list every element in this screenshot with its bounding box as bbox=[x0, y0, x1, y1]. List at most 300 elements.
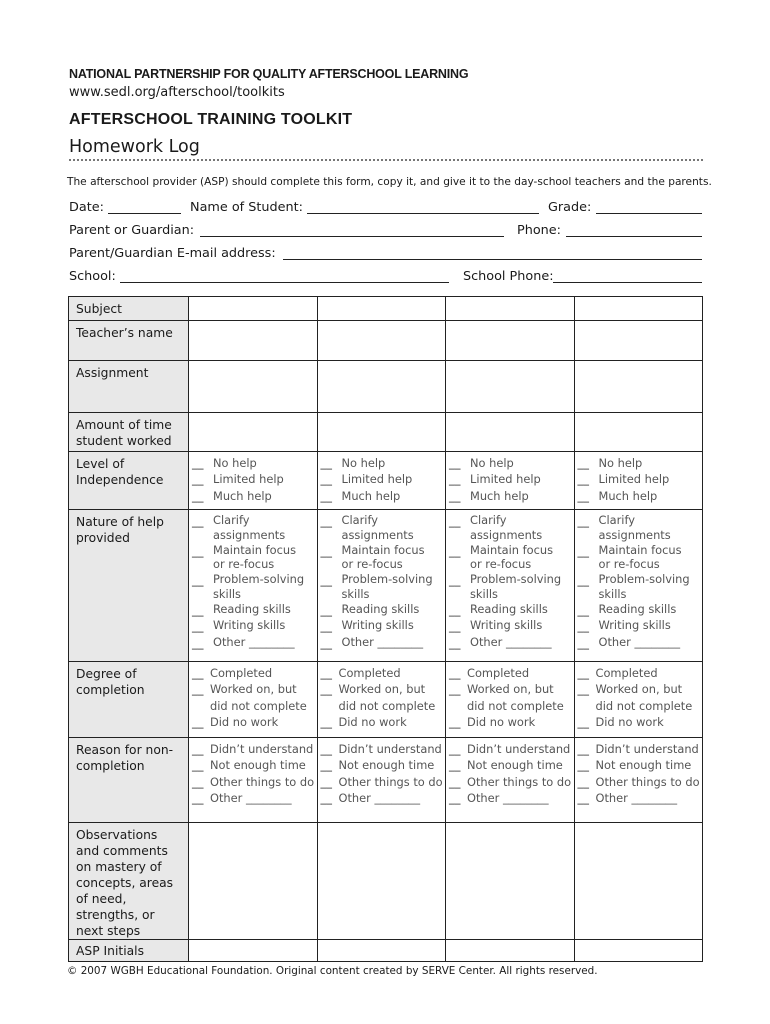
independence-options bbox=[446, 452, 575, 510]
option-label-line: Problem-solving bbox=[341, 572, 433, 587]
checkbox-blank[interactable]: __ bbox=[577, 715, 589, 730]
option-label bbox=[342, 618, 414, 634]
checkbox-blank[interactable]: __ bbox=[192, 682, 204, 697]
checkbox-blank[interactable]: __ bbox=[449, 758, 461, 773]
option-label: Didn’t understand bbox=[595, 742, 699, 756]
option-label-line: did not complete bbox=[210, 698, 307, 713]
option-label-line: Reading skills bbox=[213, 601, 291, 616]
checkbox-blank[interactable]: __ bbox=[192, 456, 204, 470]
option-label: Limited help bbox=[470, 472, 541, 487]
option-label bbox=[599, 602, 677, 618]
checkbox-blank[interactable]: __ bbox=[449, 543, 461, 558]
option-label-line: Other ________ bbox=[598, 634, 681, 649]
completion-options bbox=[574, 662, 703, 738]
student-name-label: Name of Student: bbox=[190, 200, 303, 215]
checkbox-blank[interactable]: __ bbox=[320, 573, 332, 588]
option-label: No help bbox=[598, 456, 643, 470]
checkbox-blank[interactable]: __ bbox=[192, 543, 204, 558]
option-label-line: Reading skills bbox=[598, 601, 677, 616]
option-label-line: Worked on, but bbox=[338, 682, 426, 697]
checkbox-option[interactable] bbox=[578, 681, 703, 714]
initials-cell[interactable] bbox=[446, 940, 575, 962]
checkbox-blank[interactable]: __ bbox=[449, 488, 461, 503]
checkbox-blank[interactable]: __ bbox=[192, 472, 204, 487]
checkbox-option[interactable] bbox=[321, 665, 446, 681]
checkbox-option[interactable] bbox=[321, 455, 446, 471]
reason-options bbox=[446, 738, 575, 823]
checkbox-option[interactable] bbox=[321, 714, 446, 730]
checkbox-blank[interactable]: __ bbox=[320, 791, 332, 806]
checkbox-blank[interactable]: __ bbox=[320, 602, 332, 617]
checkbox-option[interactable] bbox=[578, 513, 703, 543]
option-label bbox=[596, 714, 664, 730]
option-label: Much help bbox=[341, 488, 401, 503]
nature-options bbox=[574, 510, 703, 662]
checkbox-option[interactable] bbox=[192, 774, 317, 790]
subject-row bbox=[69, 297, 703, 321]
reason-row bbox=[69, 738, 703, 823]
nature-options bbox=[317, 510, 446, 662]
option-label: No help bbox=[341, 456, 386, 470]
homework-log-table bbox=[68, 296, 703, 962]
option-label-line: Writing skills bbox=[213, 618, 286, 633]
option-label-line: Maintain focus bbox=[341, 542, 425, 557]
option-label bbox=[342, 635, 424, 651]
checkbox-blank[interactable]: __ bbox=[449, 619, 461, 634]
nature-label: Nature of help provided bbox=[69, 510, 189, 662]
checkbox-option[interactable] bbox=[192, 543, 317, 573]
initials-cell[interactable] bbox=[574, 940, 703, 962]
option-label-line: Maintain focus bbox=[470, 542, 554, 557]
option-label-line: Writing skills bbox=[470, 618, 543, 633]
checkbox-option[interactable] bbox=[321, 572, 446, 602]
option-label-line: Completed bbox=[595, 666, 658, 680]
checkbox-option[interactable] bbox=[578, 488, 703, 504]
time-label: Amount of time student worked bbox=[69, 413, 189, 452]
checkbox-option[interactable] bbox=[192, 665, 317, 681]
checkbox-blank[interactable]: __ bbox=[320, 488, 332, 503]
checkbox-blank[interactable]: __ bbox=[192, 602, 204, 617]
option-label bbox=[596, 681, 693, 714]
checkbox-blank[interactable]: __ bbox=[577, 682, 589, 697]
checkbox-option[interactable] bbox=[578, 471, 703, 487]
time-cell[interactable] bbox=[317, 413, 446, 452]
student-name-field[interactable] bbox=[307, 213, 539, 214]
checkbox-blank[interactable]: __ bbox=[192, 514, 204, 528]
checkbox-blank[interactable]: __ bbox=[577, 758, 589, 773]
checkbox-option[interactable] bbox=[449, 618, 574, 634]
checkbox-option[interactable] bbox=[192, 488, 317, 504]
option-label-line: Problem-solving bbox=[598, 572, 690, 587]
checkbox-blank[interactable]: __ bbox=[192, 791, 204, 806]
checkbox-blank[interactable]: __ bbox=[192, 573, 204, 588]
option-label-line: Writing skills bbox=[598, 618, 671, 633]
option-label: Other ________ bbox=[338, 791, 421, 806]
initials-cell[interactable] bbox=[189, 940, 318, 962]
assignment-cell[interactable] bbox=[317, 361, 446, 413]
option-label bbox=[599, 513, 671, 543]
date-field[interactable] bbox=[108, 213, 181, 214]
observations-row bbox=[69, 823, 703, 940]
time-cell[interactable] bbox=[446, 413, 575, 452]
phone-label: Phone: bbox=[517, 223, 561, 238]
option-label-line: Maintain focus bbox=[213, 542, 297, 557]
checkbox-option[interactable] bbox=[578, 714, 703, 730]
subject-cell[interactable] bbox=[574, 297, 703, 321]
checkbox-blank[interactable]: __ bbox=[320, 619, 332, 634]
checkbox-option[interactable] bbox=[321, 488, 446, 504]
option-label: Much help bbox=[470, 488, 529, 503]
option-label bbox=[213, 635, 295, 651]
checkbox-option[interactable] bbox=[578, 618, 703, 634]
teacher-cell[interactable] bbox=[574, 321, 703, 361]
option-label-line: skills bbox=[341, 586, 370, 601]
completion-options bbox=[189, 662, 318, 738]
toolkit-title: AFTERSCHOOL TRAINING TOOLKIT bbox=[69, 111, 353, 128]
toolkit-url: www.sedl.org/afterschool/toolkits bbox=[69, 85, 285, 100]
assignment-row bbox=[69, 361, 703, 413]
checkbox-blank[interactable]: __ bbox=[449, 514, 461, 528]
option-label: Much help bbox=[213, 488, 272, 503]
option-label-line: assignments bbox=[470, 527, 543, 542]
option-label-line: Completed bbox=[338, 666, 401, 680]
option-label bbox=[599, 572, 690, 602]
checkbox-blank[interactable]: __ bbox=[577, 666, 589, 680]
checkbox-blank[interactable]: __ bbox=[320, 715, 332, 730]
checkbox-option[interactable] bbox=[449, 635, 574, 651]
option-label bbox=[599, 618, 671, 634]
time-cell[interactable] bbox=[189, 413, 318, 452]
grade-label: Grade: bbox=[548, 200, 592, 215]
option-label-line: Reading skills bbox=[470, 601, 548, 616]
checkbox-blank[interactable]: __ bbox=[449, 456, 461, 470]
option-label bbox=[213, 513, 285, 543]
option-label-line: Writing skills bbox=[341, 618, 414, 633]
checkbox-option[interactable] bbox=[192, 618, 317, 634]
checkbox-option[interactable] bbox=[449, 714, 574, 730]
option-label-line: Problem-solving bbox=[213, 572, 305, 587]
option-label-line: Completed bbox=[467, 666, 530, 680]
independence-options bbox=[189, 452, 318, 510]
checkbox-blank[interactable]: __ bbox=[577, 573, 589, 588]
option-label bbox=[467, 714, 535, 730]
checkbox-blank[interactable]: __ bbox=[320, 472, 332, 487]
checkbox-option[interactable] bbox=[578, 757, 703, 773]
checkbox-option[interactable] bbox=[321, 790, 446, 806]
option-label-line: skills bbox=[470, 586, 498, 601]
nature-options bbox=[446, 510, 575, 662]
option-label bbox=[599, 543, 682, 573]
checkbox-option[interactable] bbox=[321, 618, 446, 634]
initials-cell[interactable] bbox=[317, 940, 446, 962]
dotted-divider bbox=[69, 159, 703, 161]
option-label-line: did not complete bbox=[467, 698, 564, 713]
checkbox-blank[interactable]: __ bbox=[449, 774, 461, 789]
option-label: Didn’t understand bbox=[210, 742, 314, 756]
independence-label: Level of Independence bbox=[69, 452, 189, 510]
option-label-line: Did no work bbox=[595, 715, 664, 730]
option-label bbox=[470, 618, 542, 634]
time-cell[interactable] bbox=[574, 413, 703, 452]
checkbox-blank[interactable]: __ bbox=[577, 619, 589, 634]
checkbox-option[interactable] bbox=[321, 543, 446, 573]
option-label bbox=[339, 665, 401, 681]
option-label bbox=[470, 602, 548, 618]
option-label bbox=[470, 572, 561, 602]
initials-label: ASP Initials bbox=[69, 940, 189, 962]
assignment-cell[interactable] bbox=[446, 361, 575, 413]
checkbox-option[interactable] bbox=[321, 602, 446, 618]
option-label-line: Clarify bbox=[470, 513, 507, 527]
option-label: Other things to do bbox=[595, 774, 700, 789]
checkbox-blank[interactable]: __ bbox=[577, 774, 589, 789]
observations-cell[interactable] bbox=[574, 823, 703, 940]
option-label-line: Did no work bbox=[338, 715, 407, 730]
checkbox-blank[interactable]: __ bbox=[449, 666, 461, 680]
checkbox-option[interactable] bbox=[449, 790, 574, 806]
option-label-line: Other ________ bbox=[213, 634, 295, 649]
checkbox-option[interactable] bbox=[192, 635, 317, 651]
checkbox-option[interactable] bbox=[192, 741, 317, 757]
checkbox-blank[interactable]: __ bbox=[577, 514, 589, 528]
option-label: Didn’t understand bbox=[338, 742, 442, 756]
checkbox-option[interactable] bbox=[192, 471, 317, 487]
option-label-line: Clarify bbox=[341, 513, 378, 527]
checkbox-blank[interactable]: __ bbox=[449, 682, 461, 697]
checkbox-blank[interactable]: __ bbox=[320, 456, 332, 470]
checkbox-option[interactable] bbox=[192, 602, 317, 618]
teacher-cell[interactable] bbox=[446, 321, 575, 361]
checkbox-option[interactable] bbox=[578, 790, 703, 806]
checkbox-blank[interactable]: __ bbox=[449, 472, 461, 487]
checkbox-blank[interactable]: __ bbox=[192, 666, 204, 680]
reason-options bbox=[574, 738, 703, 823]
option-label bbox=[213, 602, 291, 618]
option-label-line: skills bbox=[213, 586, 241, 601]
option-label-line: or re-focus bbox=[213, 557, 275, 572]
organization-name: NATIONAL PARTNERSHIP FOR QUALITY AFTERSCHOOL LEARNING bbox=[69, 67, 469, 81]
nature-row bbox=[69, 510, 703, 662]
option-label: Other ________ bbox=[467, 791, 549, 806]
checkbox-option[interactable] bbox=[192, 714, 317, 730]
checkbox-blank[interactable]: __ bbox=[577, 472, 589, 487]
teacher-cell[interactable] bbox=[317, 321, 446, 361]
checkbox-blank[interactable]: __ bbox=[449, 602, 461, 617]
teacher-row bbox=[69, 321, 703, 361]
page-title: Homework Log bbox=[69, 137, 200, 157]
checkbox-option[interactable] bbox=[192, 681, 317, 714]
checkbox-blank[interactable]: __ bbox=[577, 543, 589, 558]
option-label bbox=[470, 543, 553, 573]
checkbox-blank[interactable]: __ bbox=[449, 791, 461, 806]
assignment-cell[interactable] bbox=[574, 361, 703, 413]
option-label: Not enough time bbox=[467, 758, 563, 773]
checkbox-blank[interactable]: __ bbox=[192, 635, 204, 650]
option-label bbox=[210, 714, 278, 730]
assignment-cell[interactable] bbox=[189, 361, 318, 413]
checkbox-option[interactable] bbox=[192, 572, 317, 602]
option-label-line: Clarify bbox=[598, 513, 635, 527]
checkbox-option[interactable] bbox=[321, 741, 446, 757]
checkbox-option[interactable] bbox=[449, 488, 574, 504]
intro-text: The afterschool provider (ASP) should complete this form, copy it, and give it to the day-school teachers and the parents. bbox=[67, 176, 712, 188]
option-label: Not enough time bbox=[338, 758, 435, 773]
checkbox-blank[interactable]: __ bbox=[577, 456, 589, 470]
checkbox-option[interactable] bbox=[449, 471, 574, 487]
completion-options bbox=[317, 662, 446, 738]
assignment-label: Assignment bbox=[69, 361, 189, 413]
subject-cell[interactable] bbox=[317, 297, 446, 321]
checkbox-option[interactable] bbox=[192, 513, 317, 543]
observations-label: Observations and comments on mastery of concepts, areas of need, strengths, or next steps bbox=[69, 823, 189, 940]
checkbox-option[interactable] bbox=[578, 635, 703, 651]
option-label-line: Problem-solving bbox=[470, 572, 562, 587]
checkbox-option[interactable] bbox=[449, 572, 574, 602]
option-label: No help bbox=[213, 456, 257, 470]
option-label-line: Worked on, but bbox=[595, 682, 683, 697]
checkbox-blank[interactable]: __ bbox=[577, 791, 589, 806]
reason-label: Reason for non-completion bbox=[69, 738, 189, 823]
checkbox-blank[interactable]: __ bbox=[449, 573, 461, 588]
teacher-cell[interactable] bbox=[189, 321, 318, 361]
observations-cell[interactable] bbox=[189, 823, 318, 940]
independence-row bbox=[69, 452, 703, 510]
school-field[interactable] bbox=[120, 282, 449, 283]
checkbox-option[interactable] bbox=[321, 774, 446, 790]
checkbox-blank[interactable]: __ bbox=[577, 742, 589, 756]
grade-field[interactable] bbox=[596, 213, 702, 214]
initials-row bbox=[69, 940, 703, 962]
subject-cell[interactable] bbox=[446, 297, 575, 321]
checkbox-option[interactable] bbox=[578, 665, 703, 681]
school-phone-label: School Phone: bbox=[463, 269, 554, 284]
teacher-label: Teacher’s name bbox=[69, 321, 189, 361]
observations-cell[interactable] bbox=[317, 823, 446, 940]
option-label: Much help bbox=[598, 488, 658, 503]
checkbox-option[interactable] bbox=[321, 471, 446, 487]
checkbox-option[interactable] bbox=[192, 455, 317, 471]
parent-field[interactable] bbox=[200, 236, 504, 237]
option-label-line: Worked on, but bbox=[467, 682, 554, 697]
checkbox-option[interactable] bbox=[578, 455, 703, 471]
checkbox-blank[interactable]: __ bbox=[449, 635, 461, 650]
option-label bbox=[339, 681, 436, 714]
option-label bbox=[342, 602, 420, 618]
checkbox-option[interactable] bbox=[449, 455, 574, 471]
option-label: Limited help bbox=[341, 472, 413, 487]
checkbox-blank[interactable]: __ bbox=[320, 682, 332, 697]
checkbox-option[interactable] bbox=[321, 681, 446, 714]
checkbox-blank[interactable]: __ bbox=[320, 742, 332, 756]
option-label-line: or re-focus bbox=[341, 557, 403, 572]
option-label bbox=[213, 572, 304, 602]
reason-options bbox=[189, 738, 318, 823]
checkbox-option[interactable] bbox=[578, 543, 703, 573]
option-label bbox=[213, 543, 296, 573]
option-label: Didn’t understand bbox=[467, 742, 571, 756]
phone-field[interactable] bbox=[566, 236, 702, 237]
checkbox-option[interactable] bbox=[449, 665, 574, 681]
checkbox-blank[interactable]: __ bbox=[577, 488, 589, 503]
option-label bbox=[467, 681, 564, 714]
checkbox-blank[interactable]: __ bbox=[192, 488, 204, 503]
completion-label: Degree of completion bbox=[69, 662, 189, 738]
checkbox-blank[interactable]: __ bbox=[320, 543, 332, 558]
checkbox-blank[interactable]: __ bbox=[449, 715, 461, 730]
checkbox-option[interactable] bbox=[449, 543, 574, 573]
checkbox-blank[interactable]: __ bbox=[320, 514, 332, 528]
email-field[interactable] bbox=[283, 259, 702, 260]
option-label bbox=[210, 665, 272, 681]
email-label: Parent/Guardian E-mail address: bbox=[69, 246, 276, 261]
option-label: Not enough time bbox=[210, 758, 306, 773]
checkbox-option[interactable] bbox=[321, 635, 446, 651]
time-row bbox=[69, 413, 703, 452]
checkbox-option[interactable] bbox=[321, 757, 446, 773]
checkbox-option[interactable] bbox=[578, 774, 703, 790]
checkbox-blank[interactable]: __ bbox=[192, 742, 204, 756]
checkbox-blank[interactable]: __ bbox=[192, 619, 204, 634]
checkbox-option[interactable] bbox=[578, 572, 703, 602]
checkbox-option[interactable] bbox=[449, 774, 574, 790]
checkbox-blank[interactable]: __ bbox=[320, 635, 332, 650]
option-label-line: assignments bbox=[213, 527, 286, 542]
school-phone-field[interactable] bbox=[553, 282, 702, 283]
option-label-line: Maintain focus bbox=[598, 542, 682, 557]
option-label: Other things to do bbox=[210, 774, 315, 789]
checkbox-blank[interactable]: __ bbox=[192, 715, 204, 730]
date-label: Date: bbox=[69, 200, 104, 215]
checkbox-blank[interactable]: __ bbox=[320, 666, 332, 680]
option-label-line: assignments bbox=[598, 527, 671, 542]
checkbox-blank[interactable]: __ bbox=[192, 758, 204, 773]
option-label: Other ________ bbox=[595, 791, 678, 806]
checkbox-option[interactable] bbox=[449, 513, 574, 543]
option-label-line: Clarify bbox=[213, 513, 250, 527]
subject-cell[interactable] bbox=[189, 297, 318, 321]
completion-options bbox=[446, 662, 575, 738]
option-label bbox=[210, 681, 307, 714]
option-label bbox=[596, 665, 658, 681]
checkbox-option[interactable] bbox=[449, 741, 574, 757]
checkbox-option[interactable] bbox=[449, 602, 574, 618]
checkbox-blank[interactable]: __ bbox=[320, 758, 332, 773]
checkbox-blank[interactable]: __ bbox=[577, 602, 589, 617]
checkbox-option[interactable] bbox=[578, 741, 703, 757]
checkbox-blank[interactable]: __ bbox=[192, 774, 204, 789]
checkbox-option[interactable] bbox=[449, 681, 574, 714]
checkbox-blank[interactable]: __ bbox=[320, 774, 332, 789]
option-label bbox=[342, 572, 433, 602]
checkbox-option[interactable] bbox=[321, 513, 446, 543]
school-label: School: bbox=[69, 269, 116, 284]
independence-options bbox=[574, 452, 703, 510]
checkbox-option[interactable] bbox=[192, 757, 317, 773]
observations-cell[interactable] bbox=[446, 823, 575, 940]
checkbox-blank[interactable]: __ bbox=[449, 742, 461, 756]
checkbox-option[interactable] bbox=[449, 757, 574, 773]
checkbox-blank[interactable]: __ bbox=[577, 635, 589, 650]
checkbox-option[interactable] bbox=[192, 790, 317, 806]
option-label-line: Did no work bbox=[467, 715, 536, 730]
subject-label: Subject bbox=[69, 297, 189, 321]
option-label-line: Other ________ bbox=[341, 634, 424, 649]
option-label-line: or re-focus bbox=[470, 557, 532, 572]
checkbox-option[interactable] bbox=[578, 602, 703, 618]
completion-row bbox=[69, 662, 703, 738]
option-label: Limited help bbox=[598, 472, 670, 487]
option-label: Other things to do bbox=[338, 774, 443, 789]
